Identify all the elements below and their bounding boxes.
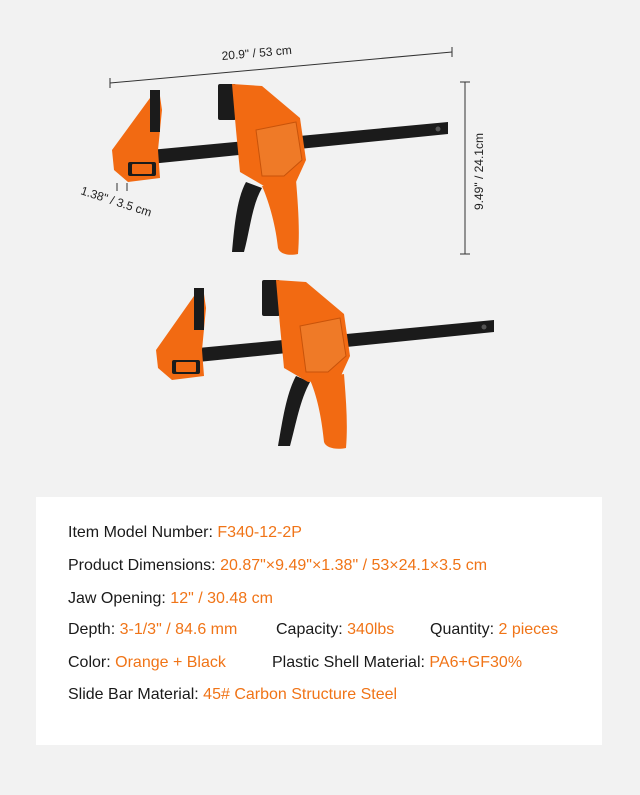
spec-label: Depth: xyxy=(68,621,116,638)
spec-value: 20.87"×9.49"×1.38" / 53×24.1×3.5 cm xyxy=(220,557,488,574)
spec-shell-material xyxy=(272,654,522,676)
length-dimension-label: 20.9" / 53 cm xyxy=(221,42,293,63)
spec-depth xyxy=(68,621,237,643)
spec-capacity xyxy=(276,621,394,643)
height-dimension-line xyxy=(460,82,470,254)
spec-value: F340-12-2P xyxy=(217,524,302,541)
spec-label: Jaw Opening: xyxy=(68,590,166,607)
spec-value: Orange + Black xyxy=(115,654,226,671)
spec-product-dimensions xyxy=(68,557,487,579)
height-dimension-label: 9.49" / 24.1cm xyxy=(472,133,486,210)
spec-label: Quantity: xyxy=(430,621,495,638)
spec-color xyxy=(68,654,226,676)
spec-value: 12" / 30.48 cm xyxy=(170,590,273,607)
spec-value: 3-1/3" / 84.6 mm xyxy=(119,621,238,638)
jaw-depth-dimension-label: 1.38" / 3.5 cm xyxy=(79,183,154,220)
spec-value: 2 pieces xyxy=(498,621,559,638)
spec-model-number xyxy=(68,524,302,546)
spec-jaw-opening xyxy=(68,590,273,612)
spec-label: Slide Bar Material: xyxy=(68,686,199,703)
spec-value: 340lbs xyxy=(347,621,395,638)
spec-label: Color: xyxy=(68,654,111,671)
spec-value: PA6+GF30% xyxy=(429,654,523,671)
clamp-top xyxy=(112,84,448,255)
spec-label: Plastic Shell Material: xyxy=(272,654,425,671)
spec-label: Item Model Number: xyxy=(68,524,213,541)
clamp-bottom xyxy=(156,280,494,449)
spec-quantity xyxy=(430,621,558,643)
specifications-panel xyxy=(36,497,602,745)
spec-slide-bar-material xyxy=(68,686,397,708)
spec-value: 45# Carbon Structure Steel xyxy=(203,686,398,703)
jaw-depth-dimension-line xyxy=(117,183,127,191)
spec-label: Product Dimensions: xyxy=(68,557,216,574)
spec-label: Capacity: xyxy=(276,621,343,638)
